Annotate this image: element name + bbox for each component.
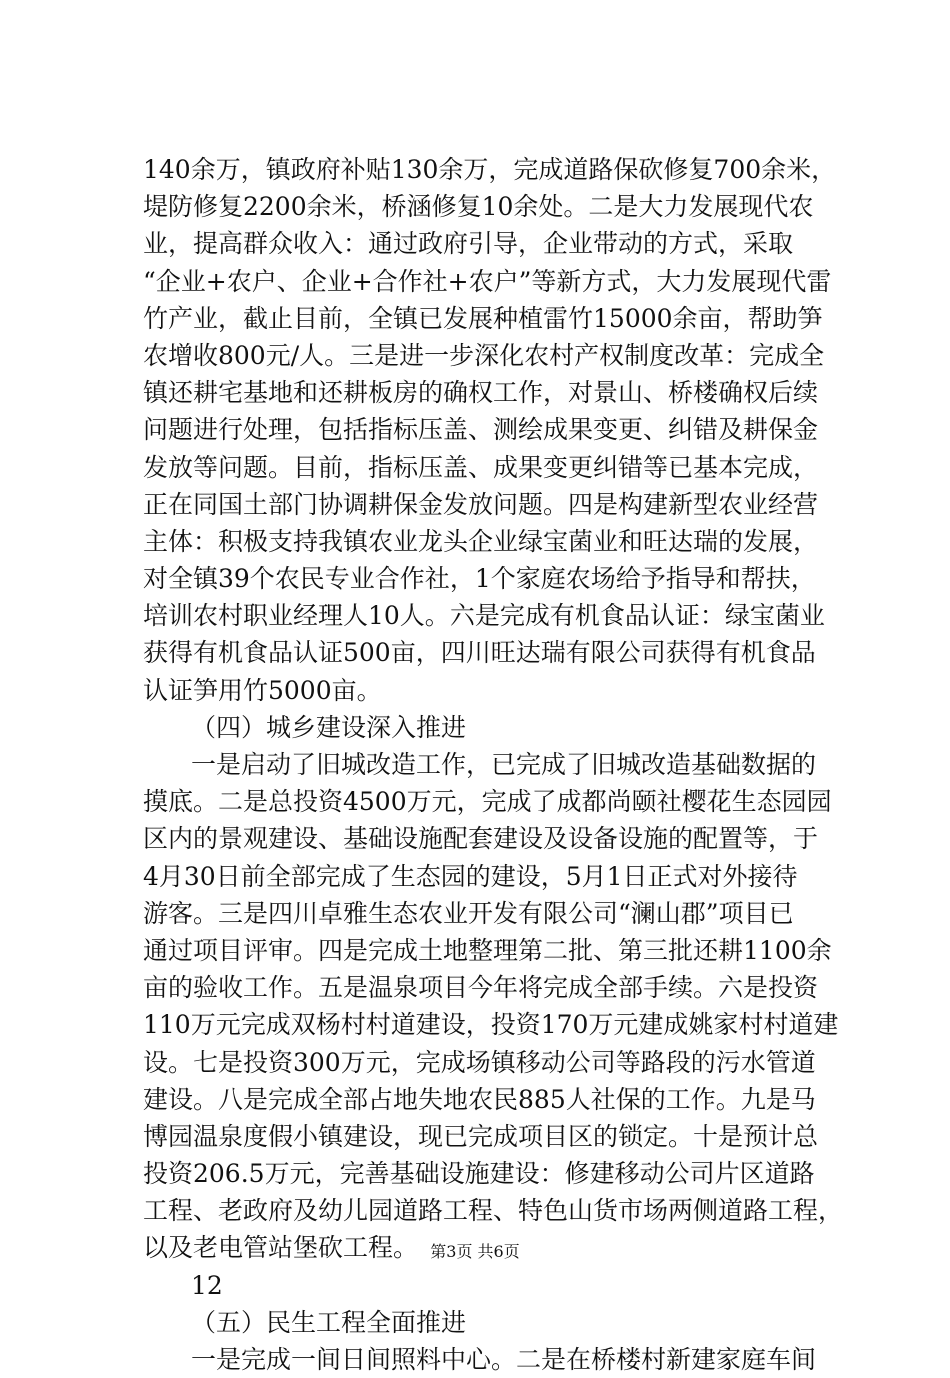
- section-heading: （四）城乡建设深入推进: [191, 712, 467, 742]
- paragraph-line: 认证笋用竹5000亩。: [143, 675, 382, 705]
- paragraph-line: 发放等问题。目前，指标压盖、成果变更纠错等已基本完成，: [143, 452, 819, 482]
- paragraph-line: 4月30日前全部完成了生态园的建设，5月1日正式对外接待: [143, 861, 798, 891]
- paragraph-line: 获得有机食品认证500亩，四川旺达瑞有限公司获得有机食品: [143, 638, 816, 668]
- paragraph-line: 游客。三是四川卓雅生态农业开发有限公司“澜山郡”项目已: [143, 898, 794, 928]
- paragraph-line: 正在同国土部门协调耕保金发放问题。四是构建新型农业经营: [143, 489, 819, 519]
- paragraph-line: 业，提高群众收入：通过政府引导，企业带动的方式，采取: [143, 229, 794, 259]
- paragraph-line: 设。七是投资300万元，完成场镇移动公司等路段的污水管道: [143, 1047, 816, 1077]
- paragraph-line: 摸底。二是总投资4500万元，完成了成都尚颐社樱花生态园园: [143, 787, 832, 817]
- paragraph-line: 通过项目评审。四是完成土地整理第二批、第三批还耕1100余: [143, 935, 832, 965]
- paragraph-line: 建设。八是完成全部占地失地农民885人社保的工作。九是马: [143, 1084, 816, 1114]
- paragraph-line: 以及老电管站堡砍工程。: [143, 1233, 419, 1263]
- paragraph-line: 竹产业，截止目前，全镇已发展种植雷竹15000余亩，帮助笋: [143, 303, 823, 333]
- section-heading: （五）民生工程全面推进: [191, 1307, 467, 1337]
- stray-number: 12: [191, 1270, 223, 1300]
- paragraph-line: 培训农村职业经理人10人。六是完成有机食品认证：绿宝菌业: [143, 601, 825, 631]
- paragraph-line: 博园温泉度假小镇建设，现已完成项目区的锁定。十是预计总: [143, 1121, 819, 1151]
- paragraph-line: 工程、老政府及幼儿园道路工程、特色山货市场两侧道路工程，: [143, 1196, 843, 1226]
- paragraph-line: 区内的景观建设、基础设施配套建设及设备设施的配置等，于: [143, 824, 819, 854]
- paragraph-line: 投资206.5万元，完善基础设施建设：修建移动公司片区道路: [143, 1159, 815, 1189]
- paragraph-line: 一是启动了旧城改造工作，已完成了旧城改造基础数据的: [191, 750, 817, 779]
- document-body: [143, 151, 843, 1378]
- paragraph-line: 主体：积极支持我镇农业龙头企业绿宝菌业和旺达瑞的发展，: [143, 526, 819, 556]
- paragraph-line: 镇还耕宅基地和还耕板房的确权工作，对景山、桥楼确权后续: [143, 378, 819, 408]
- paragraph-line: 140余万，镇政府补贴130余万，完成道路保砍修复700余米，: [143, 155, 837, 184]
- paragraph-line: 问题进行处理，包括指标压盖、测绘成果变更、纠错及耕保金: [143, 415, 819, 445]
- paragraph-line: 110万元完成双杨村村道建设，投资170万元建成姚家村村道建: [143, 1010, 839, 1040]
- paragraph-line: 农增收800元/人。三是进一步深化农村产权制度改革：完成全: [143, 340, 825, 370]
- paragraph-line: 对全镇39个农民专业合作社，1个家庭农场给予指导和帮扶，: [143, 564, 816, 594]
- paragraph-line: 一是完成一间日间照料中心。二是在桥楼村新建家庭车间: [191, 1345, 817, 1374]
- paragraph-line: 亩的验收工作。五是温泉项目今年将完成全部手续。六是投资: [143, 973, 819, 1003]
- paragraph-line: “企业+农户、企业+合作社+农户”等新方式，大力发展现代雷: [143, 266, 832, 296]
- page-footer: 第3页 共6页: [430, 1242, 520, 1261]
- paragraph-line: 堤防修复2200余米，桥涵修复10余处。二是大力发展现代农: [143, 192, 814, 222]
